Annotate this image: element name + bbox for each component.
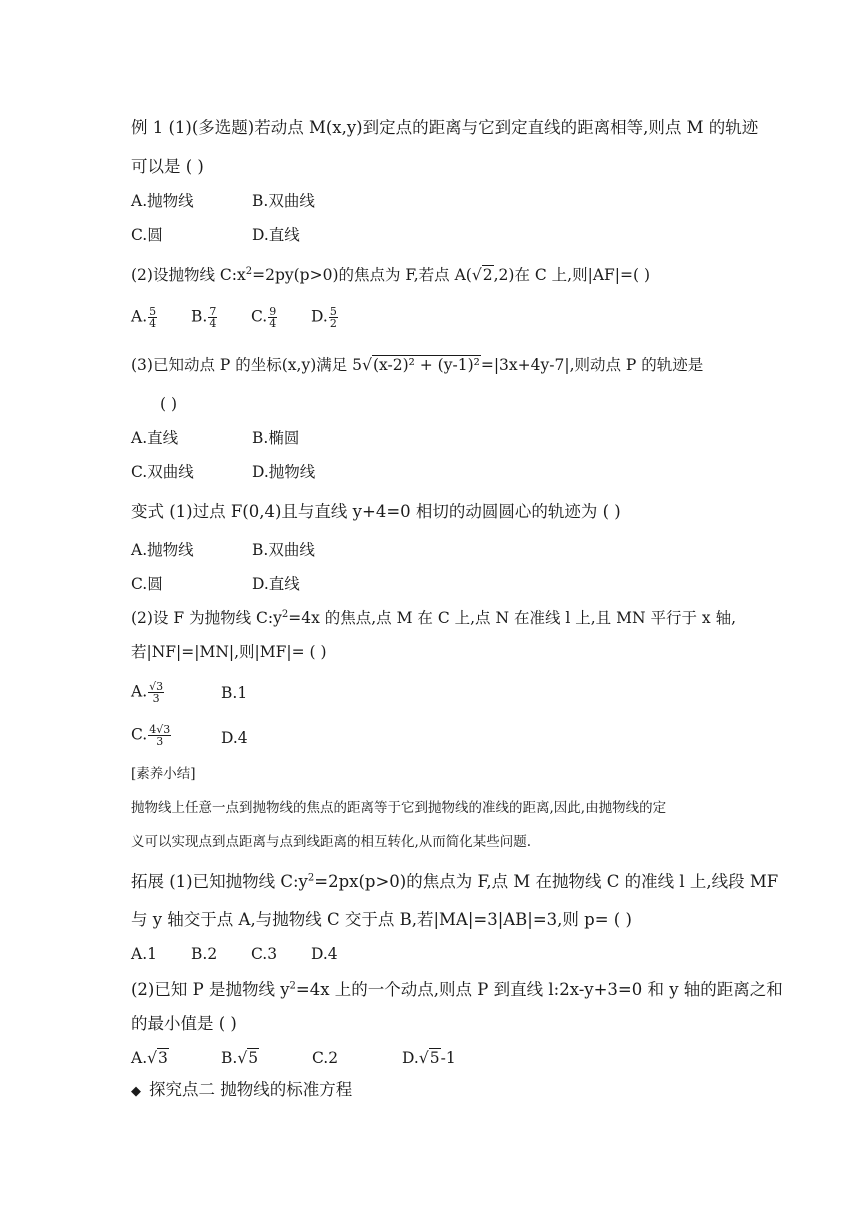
ex1-q2-option-a: A. $\frac{5}{4}$ bbox=[131, 305, 157, 330]
ext-q2-option-b: B.√5 bbox=[221, 1049, 259, 1067]
ex1-line2: 可以是 ( ) bbox=[131, 157, 204, 176]
ex1-q2-sup: 2 bbox=[245, 265, 253, 277]
ext-q2-line2: 的最小值是 ( ) bbox=[131, 1014, 237, 1033]
ext-q2-option-d: D.√5-1 bbox=[402, 1049, 456, 1067]
summary-title: [素养小结] bbox=[131, 766, 196, 782]
ext-option-b: B.2 bbox=[191, 945, 218, 963]
summary-line2: 义可以实现点到点距离与点到线距离的相互转化,从而简化某些问题. bbox=[131, 834, 532, 850]
ext-q2-line1: (2)已知 P 是抛物线 $y^2=4x$ 上的一个动点,则点 P 到直线 l:2x-y+3=0 和 y 轴的距离之和 bbox=[131, 980, 783, 999]
var-option-d: D.直线 bbox=[252, 575, 300, 593]
sqrt-2: √2 bbox=[471, 266, 493, 284]
var-q2-line2: 若|NF|=|MN|,则|MF|= ( ) bbox=[131, 643, 327, 661]
ex1-q3 bbox=[131, 355, 703, 375]
ex1-q2-pre: (2)设抛物线 C:x bbox=[131, 266, 246, 284]
ex1-q2 bbox=[131, 265, 650, 285]
ext-option-c: C.3 bbox=[251, 945, 278, 963]
ex1-q3-paren: ( ) bbox=[160, 395, 178, 413]
var-q2-option-b: B.1 bbox=[221, 684, 248, 702]
ex1-q3-post: =|3x+4y-7|,则动点 P 的轨迹是 bbox=[480, 356, 704, 374]
sqrt-expression: √(x-2)² + (y-1)² bbox=[362, 356, 480, 374]
ex1-option-c: C.圆 bbox=[131, 226, 163, 244]
ex1-option-a: A.抛物线 bbox=[131, 192, 194, 210]
ext-option-d: D.4 bbox=[311, 945, 338, 963]
ex1-q3-pre: (3)已知动点 P 的坐标(x,y)满足 5 bbox=[131, 356, 363, 374]
ex1-q2-option-c: C. $\frac{9}{4}$ bbox=[251, 305, 277, 330]
var-line1: 变式 (1)过点 F(0,4)且与直线 y+4=0 相切的动圆圆心的轨迹为 ( ) bbox=[131, 502, 621, 521]
var-q2-option-d: D.4 bbox=[221, 729, 248, 747]
section-heading-label: 探究点二 抛物线的标准方程 bbox=[149, 1080, 353, 1099]
summary-line1: 抛物线上任意一点到抛物线的焦点的距离等于它到抛物线的准线的距离,因此,由抛物线的定 bbox=[131, 800, 667, 816]
ext-q2-option-a: A.√3 bbox=[131, 1049, 168, 1067]
var-q2-line1: (2)设 F 为抛物线 $C:y^2=4x$ 的焦点,点 M 在 C 上,点 N 在准线 l 上,且 MN 平行于 x 轴, bbox=[131, 608, 736, 627]
ex1-q3-option-a: A.直线 bbox=[131, 429, 179, 447]
sqrt-2-value: 2 bbox=[482, 266, 493, 284]
var-q2-option-c: C. $\frac{4√3}{3}$ bbox=[131, 723, 171, 748]
var-option-c: C.圆 bbox=[131, 575, 163, 593]
var-option-b: B.双曲线 bbox=[252, 541, 315, 559]
ex1-option-d: D.直线 bbox=[252, 226, 300, 244]
section-heading bbox=[131, 1080, 352, 1102]
var-option-a: A.抛物线 bbox=[131, 541, 194, 559]
ext-line1: 拓展 (1)已知抛物线 $C:y^2=2px(p>0)$的焦点为 F,点 M 在抛物线 C 的准线 l 上,线段 MF bbox=[131, 872, 779, 891]
ex1-q2-option-b: B. $\frac{7}{4}$ bbox=[191, 305, 217, 330]
ex1-q3-option-b: B.椭圆 bbox=[252, 429, 300, 447]
ext-line2: 与 y 轴交于点 A,与抛物线 C 交于点 B,若|MA|=3|AB|=3,则 p= ( ) bbox=[131, 910, 632, 929]
sqrt-expression-value: (x-2)² + (y-1)² bbox=[372, 356, 480, 374]
ex1-option-b: B.双曲线 bbox=[252, 192, 315, 210]
ex1-q2-post: ,2)在 C 上,则|AF|=( ) bbox=[493, 266, 651, 284]
ex1-line1: 例 1 (1)(多选题)若动点 M(x,y)到定点的距离与它到定直线的距离相等,则点 M 的轨迹 bbox=[131, 118, 759, 137]
ex1-q3-option-c: C.双曲线 bbox=[131, 463, 194, 481]
ext-option-a: A.1 bbox=[131, 945, 157, 963]
ex1-q2-mid: =2py(p>0)的焦点为 F,若点 A( bbox=[252, 266, 472, 284]
diamond-icon: ◆ bbox=[131, 1084, 141, 1099]
ex1-q3-option-d: D.抛物线 bbox=[252, 463, 316, 481]
var-q2-option-a: A. $\frac{√3}{3}$ bbox=[131, 680, 164, 705]
ext-q2-option-c: C.2 bbox=[312, 1049, 339, 1067]
ex1-q2-option-d: D. $\frac{5}{2}$ bbox=[311, 305, 337, 330]
